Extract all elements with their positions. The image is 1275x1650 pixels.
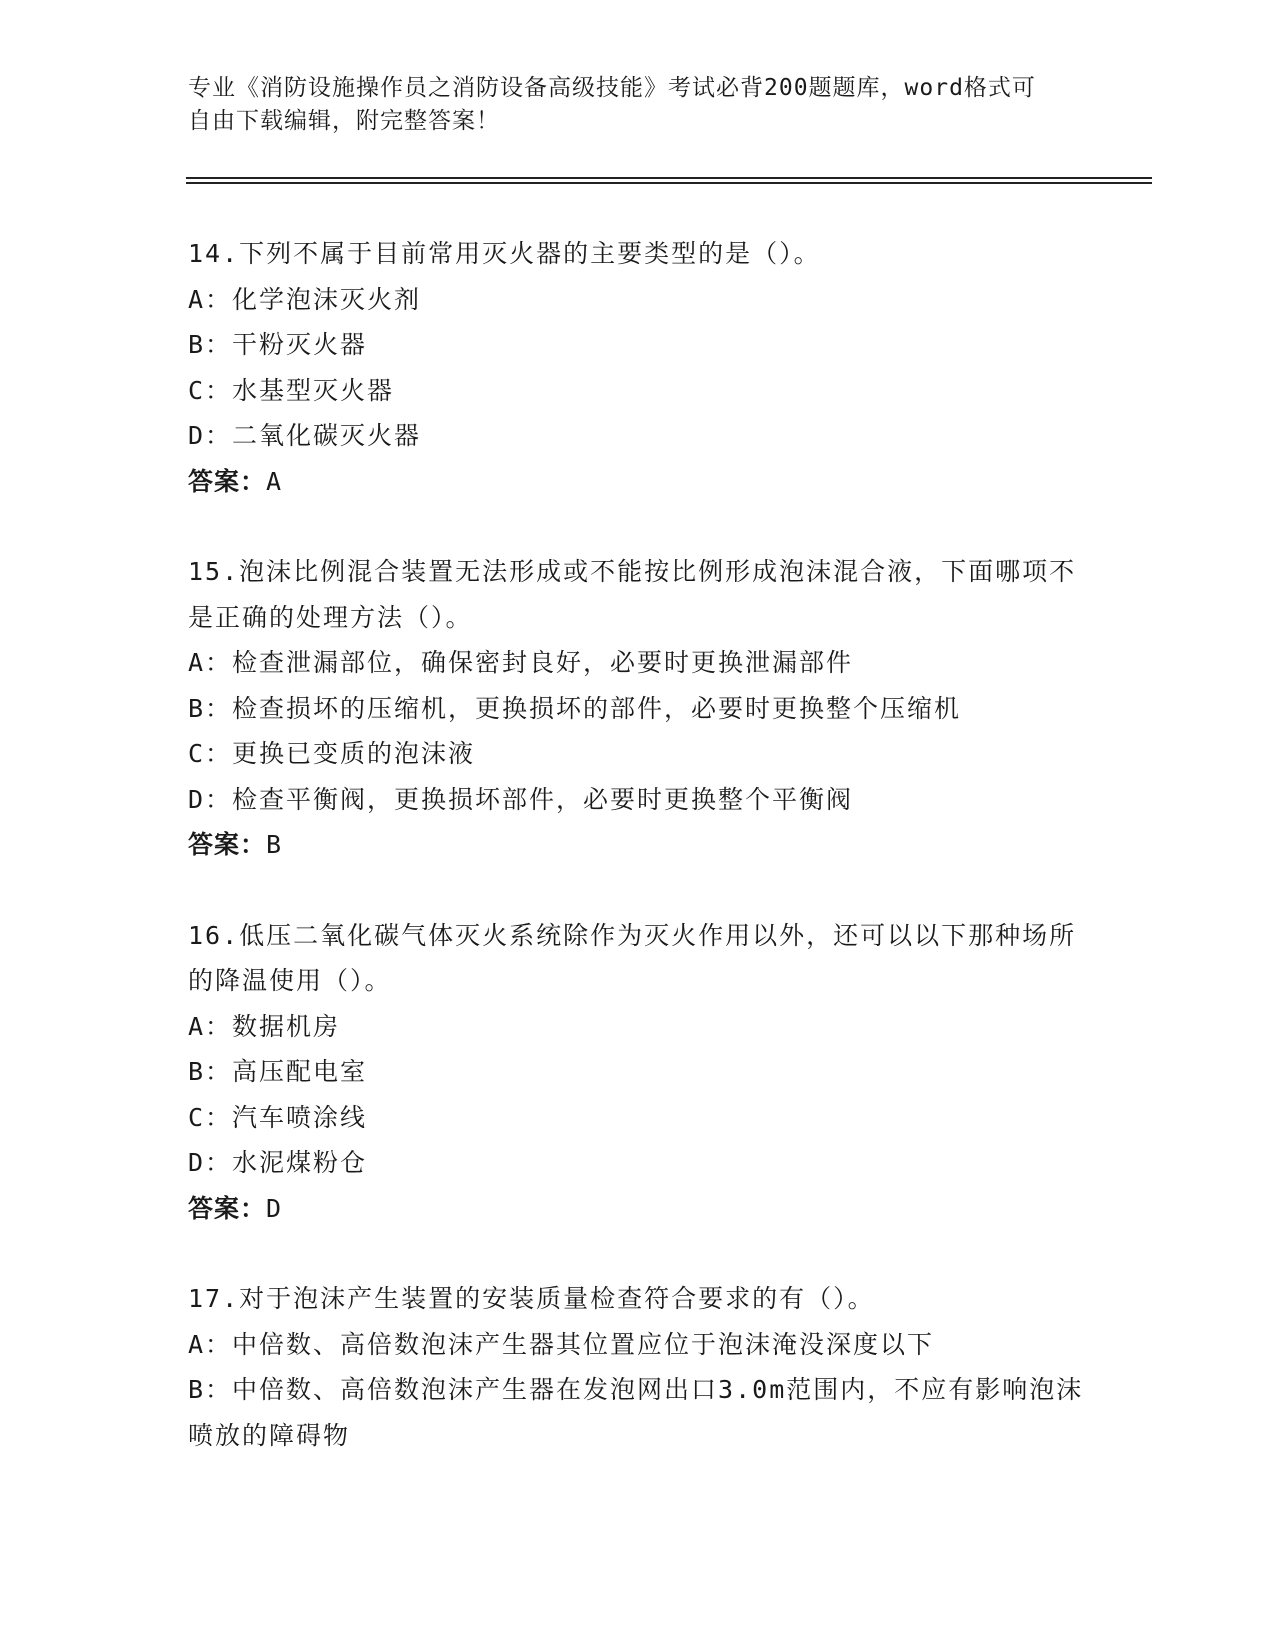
option-b: B：干粉灭火器: [188, 330, 368, 359]
question-text: 14.下列不属于目前常用灭火器的主要类型的是（）。: [188, 239, 821, 268]
option-a: A：检查泄漏部位，确保密封良好，必要时更换泄漏部件: [188, 648, 854, 677]
option-c: C：更换已变质的泡沫液: [188, 739, 476, 768]
option-a: A：化学泡沫灭火剂: [188, 284, 422, 314]
question-text: 16.低压二氧化碳气体灭火系统除作为灭火作用以外，还可以以下那种场所的降温使用（）。: [188, 920, 1077, 995]
answer-value: B: [266, 830, 284, 859]
answer-value: A: [266, 466, 284, 496]
question-17: [188, 1276, 1088, 1458]
answer-label: 答案：: [188, 1193, 267, 1223]
question-16: [188, 913, 1088, 1232]
header-divider-bottom: [186, 182, 1152, 184]
option-a: A：中倍数、高倍数泡沫产生器其位置应位于泡沫淹没深度以下: [188, 1329, 935, 1359]
option-c: C：汽车喷涂线: [188, 1102, 368, 1132]
option-c: C：水基型灭火器: [188, 375, 395, 405]
option-d: D：二氧化碳灭火器: [188, 421, 422, 450]
question-14: [188, 231, 1088, 504]
answer-label: 答案：: [188, 466, 267, 496]
answer-value: D: [266, 1193, 284, 1223]
question-text: 17.对于泡沫产生装置的安装质量检查符合要求的有（）。: [188, 1284, 875, 1313]
option-a: A：数据机房: [188, 1011, 341, 1041]
option-b: B：中倍数、高倍数泡沫产生器在发泡网出口3.0m范围内，不应有影响泡沫喷放的障碍物: [188, 1375, 1084, 1450]
option-d: D：水泥煤粉仓: [188, 1148, 368, 1177]
answer-line: [188, 459, 1088, 505]
document-header: [188, 72, 1068, 138]
header-divider-top: [186, 177, 1152, 179]
option-b: B：检查损坏的压缩机，更换损坏的部件，必要时更换整个压缩机: [188, 693, 962, 723]
answer-label: 答案：: [188, 830, 267, 859]
question-15: [188, 549, 1088, 868]
header-line-2: 自由下载编辑，附完整答案！: [188, 108, 500, 134]
answer-line: [188, 822, 1088, 868]
option-d: D：检查平衡阀，更换损坏部件，必要时更换整个平衡阀: [188, 784, 854, 814]
answer-line: [188, 1186, 1088, 1232]
header-line-1: 专业《消防设施操作员之消防设备高级技能》考试必背200题题库，word格式可: [188, 75, 1036, 101]
option-b: B：高压配电室: [188, 1057, 368, 1086]
question-list: [188, 231, 1088, 1503]
question-text: 15.泡沫比例混合装置无法形成或不能按比例形成泡沫混合液，下面哪项不是正确的处理方法（）。: [188, 557, 1077, 632]
